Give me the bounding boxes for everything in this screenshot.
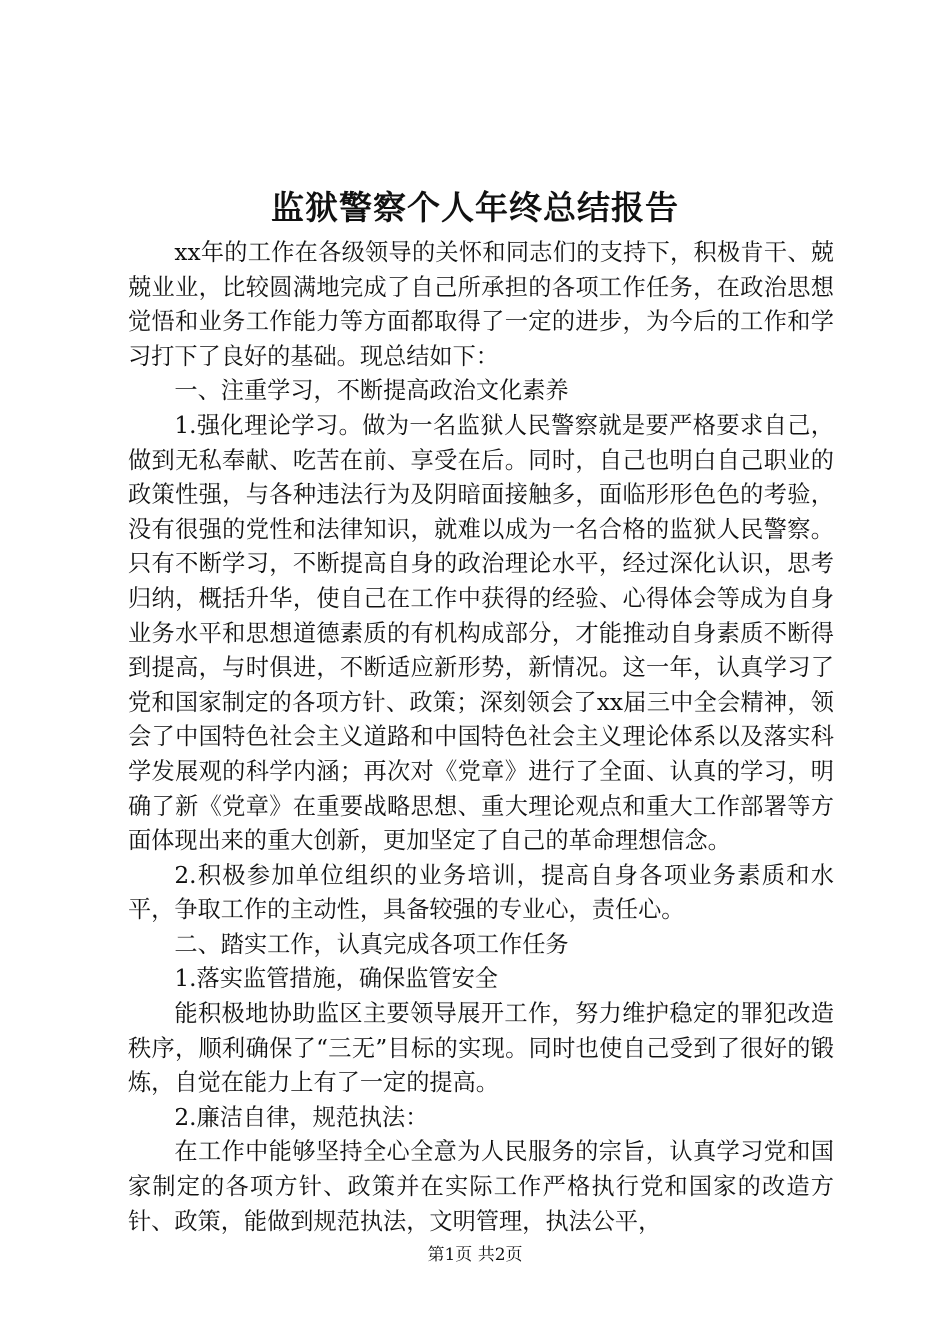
subsection-heading: 2.廉洁自律，规范执法： <box>174 1103 429 1131</box>
page-number-footer: 第1页 共2页 <box>427 1245 523 1265</box>
section-heading-2: 二、踏实工作，认真完成各项工作任务 <box>174 930 569 958</box>
body-paragraph: 2.积极参加单位组织的业务培训，提高自身各项业务素质和水平，争取工作的主动性，具备较强的专业心，责任心。 <box>128 861 834 924</box>
section-heading-1: 一、注重学习，不断提高政治文化素养 <box>174 377 569 405</box>
body-paragraph: 1.强化理论学习。做为一名监狱人民警察就是要严格要求自己，做到无私奉献、吃苦在前、享受在后。同时，自己也明白自己职业的政策性强，与各种违法行为及阴暗面接触多，面临形形色色的考验，没有很强的党性和法律知识，就难以成为一名合格的监狱人民警察。只有不断学习，不断提高自身的政治理论水平，经过深化认识，思考归纳，概括升华，使自己在工作中获得的经验、心得体会等成为自身业务水平和思想道德素质的有机构成部分，才能推动自身素质不断得到提高，与时俱进，不断适应新形势，新情况。这一年，认真学习了党和国家制定的各项方针、政策；深刻领会了xx届三中全会精神，领会了中国特色社会主义道路和中国特色社会主义理论体系以及落实科学发展观的科学内涵；再次对《党章》进行了全面、认真的学习，明确了新《党章》在重要战略思想、重大理论观点和重大工作部署等方面体现出来的重大创新，更加坚定了自己的革命理想信念。 <box>128 411 834 855</box>
body-paragraph: 能积极地协助监区主要领导展开工作，努力维护稳定的罪犯改造秩序，顺利确保了“三无”目标的实现。同时也使自己受到了很好的锻炼，自觉在能力上有了一定的提高。 <box>128 1000 834 1097</box>
body-paragraph: 在工作中能够坚持全心全意为人民服务的宗旨，认真学习党和国家制定的各项方针、政策并在实际工作严格执行党和国家的改造方针、政策，能做到规范执法，文明管理，执法公平， <box>128 1138 834 1235</box>
document-title: 监狱警察个人年终总结报告 <box>271 188 679 227</box>
subsection-heading: 1.落实监管措施，确保监管安全 <box>174 965 498 993</box>
document-body <box>128 236 834 1239</box>
intro-paragraph: xx年的工作在各级领导的关怀和同志们的支持下，积极肯干、兢兢业业，比较圆满地完成了自己所承担的各项工作任务，在政治思想觉悟和业务工作能力等方面都取得了一定的进步，为今后的工作和学习打下了良好的基础。现总结如下： <box>128 239 834 370</box>
